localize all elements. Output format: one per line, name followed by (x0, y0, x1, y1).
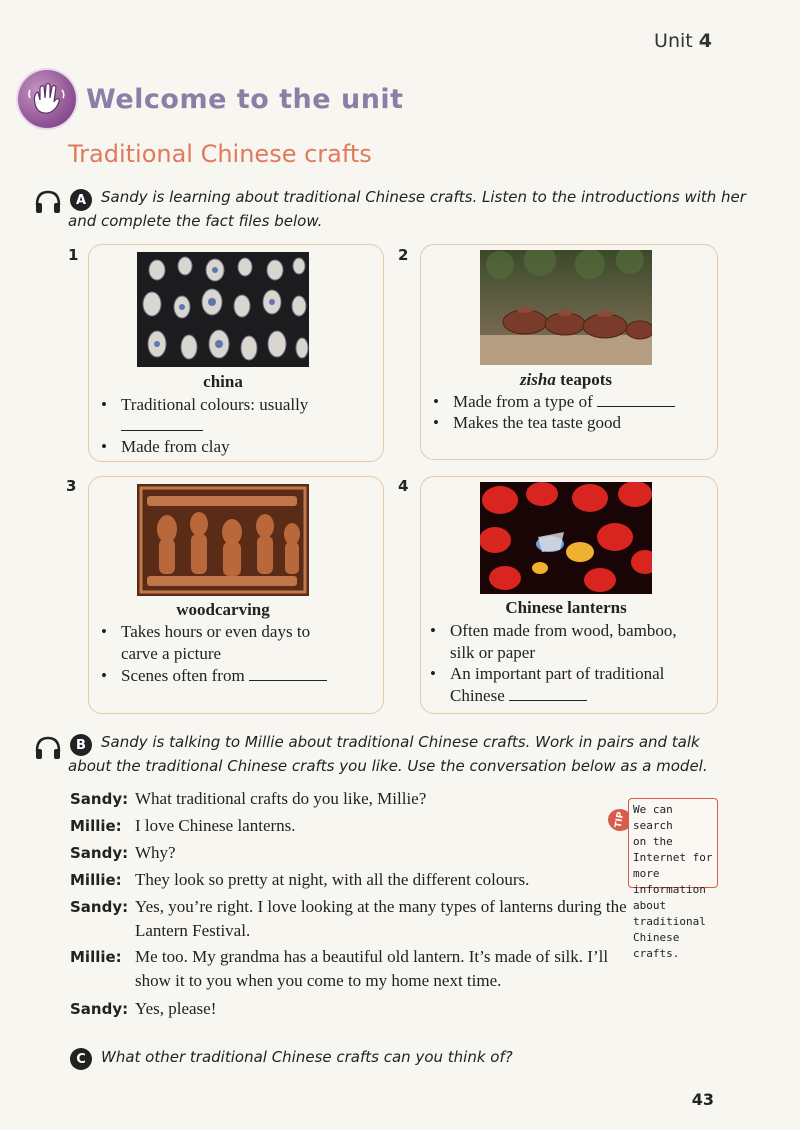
bullet-made-from-clay: • Made from clay (121, 436, 230, 458)
bullet-continuation: Chinese (450, 685, 587, 707)
bullet-traditional-colours: • Traditional colours: usually (121, 394, 308, 416)
answer-blank[interactable] (121, 416, 203, 436)
tip-line: Chinese crafts. (633, 931, 680, 960)
card-number: 2 (398, 246, 409, 264)
unit-word: Unit (654, 30, 693, 52)
answer-blank[interactable] (249, 666, 327, 681)
answer-blank[interactable] (597, 392, 675, 407)
hand-wave-icon (18, 70, 76, 128)
part-b-instruction-line1: Sandy is talking to Millie about traditional Chinese crafts. Work in pairs and talk (101, 733, 700, 751)
answer-blank[interactable] (509, 686, 587, 701)
tip-line: more information (633, 867, 706, 896)
bullet-makes-tea-taste-good: • Makes the tea taste good (453, 412, 621, 434)
china-photo (137, 252, 309, 367)
tip-line: We can search (633, 803, 673, 832)
card-title-chinese-lanterns: Chinese lanterns (505, 598, 627, 617)
card-title-china: china (203, 372, 243, 391)
tip-line: about traditional (633, 899, 706, 928)
welcome-title: Welcome to the unit (86, 84, 404, 115)
part-a-instruction-line2: and complete the fact files below. (68, 212, 323, 230)
speaker-millie: Millie: (70, 817, 122, 835)
dialogue-line: Why? (135, 843, 176, 862)
dialogue-line: What traditional crafts do you like, Millie? (135, 789, 427, 808)
dialogue-line: Yes, please! (135, 999, 217, 1018)
bullet-made-from-type: • Made from a type of (453, 391, 675, 413)
badge-c: C (70, 1048, 92, 1070)
dialogue-line: I love Chinese lanterns. (135, 816, 296, 835)
part-c-question: What other traditional Chinese crafts can you think of? (101, 1048, 513, 1066)
chinese-lanterns-photo (480, 482, 652, 594)
tip-box (628, 798, 718, 960)
dialogue-line: Me too. My grandma has a beautiful old lantern. It’s made of silk. I’ll (135, 947, 609, 966)
speaker-sandy: Sandy: (70, 790, 129, 808)
badge-b: B (70, 734, 92, 756)
headphones-icon (33, 186, 63, 216)
bullet-continuation: carve a picture (121, 644, 222, 663)
card-number: 4 (398, 477, 409, 495)
unit-label (654, 30, 712, 52)
speaker-sandy: Sandy: (70, 844, 129, 862)
card-title-zisha-teapots (480, 370, 652, 390)
bullet-takes-hours: • Takes hours or even days to (121, 621, 310, 643)
dialogue-line: Lantern Festival. (135, 921, 251, 940)
badge-a: A (70, 189, 92, 211)
title-italic: zisha (519, 370, 556, 389)
zisha-teapot-photo (480, 250, 652, 365)
card-title-woodcarving: woodcarving (176, 600, 270, 619)
dialogue-line: show it to you when you come to my home next time. (135, 971, 502, 990)
part-b-instruction-line2: about the traditional Chinese crafts you like. Use the conversation below as a model. (68, 757, 708, 775)
dialogue-line: They look so pretty at night, with all the different colours. (135, 870, 530, 889)
speaker-sandy: Sandy: (70, 898, 129, 916)
part-a-instruction-line1: Sandy is learning about traditional Chinese crafts. Listen to the introductions with her (101, 188, 746, 206)
bullet-often-made-from: • Often made from wood, bamboo, (450, 620, 677, 642)
card-number: 3 (66, 477, 77, 495)
woodcarving-photo (137, 484, 309, 596)
page-number: 43 (691, 1090, 714, 1109)
bullet-scenes-often-from: • Scenes often from (121, 665, 327, 687)
card-number: 1 (68, 246, 79, 264)
title-rest: teapots (555, 370, 613, 389)
headphones-icon (33, 732, 63, 762)
tip-tag: TIP (606, 807, 633, 833)
dialogue-line: Yes, you’re right. I love looking at the many types of lanterns during the (135, 897, 627, 916)
speaker-sandy: Sandy: (70, 1000, 129, 1018)
section-title: Traditional Chinese crafts (68, 140, 372, 168)
bullet-important-part: • An important part of traditional (450, 663, 664, 685)
unit-number: 4 (698, 30, 712, 52)
bullet-continuation: silk or paper (450, 643, 535, 662)
speaker-millie: Millie: (70, 871, 122, 889)
speaker-millie: Millie: (70, 948, 122, 966)
tip-line: on the Internet for (633, 835, 713, 864)
